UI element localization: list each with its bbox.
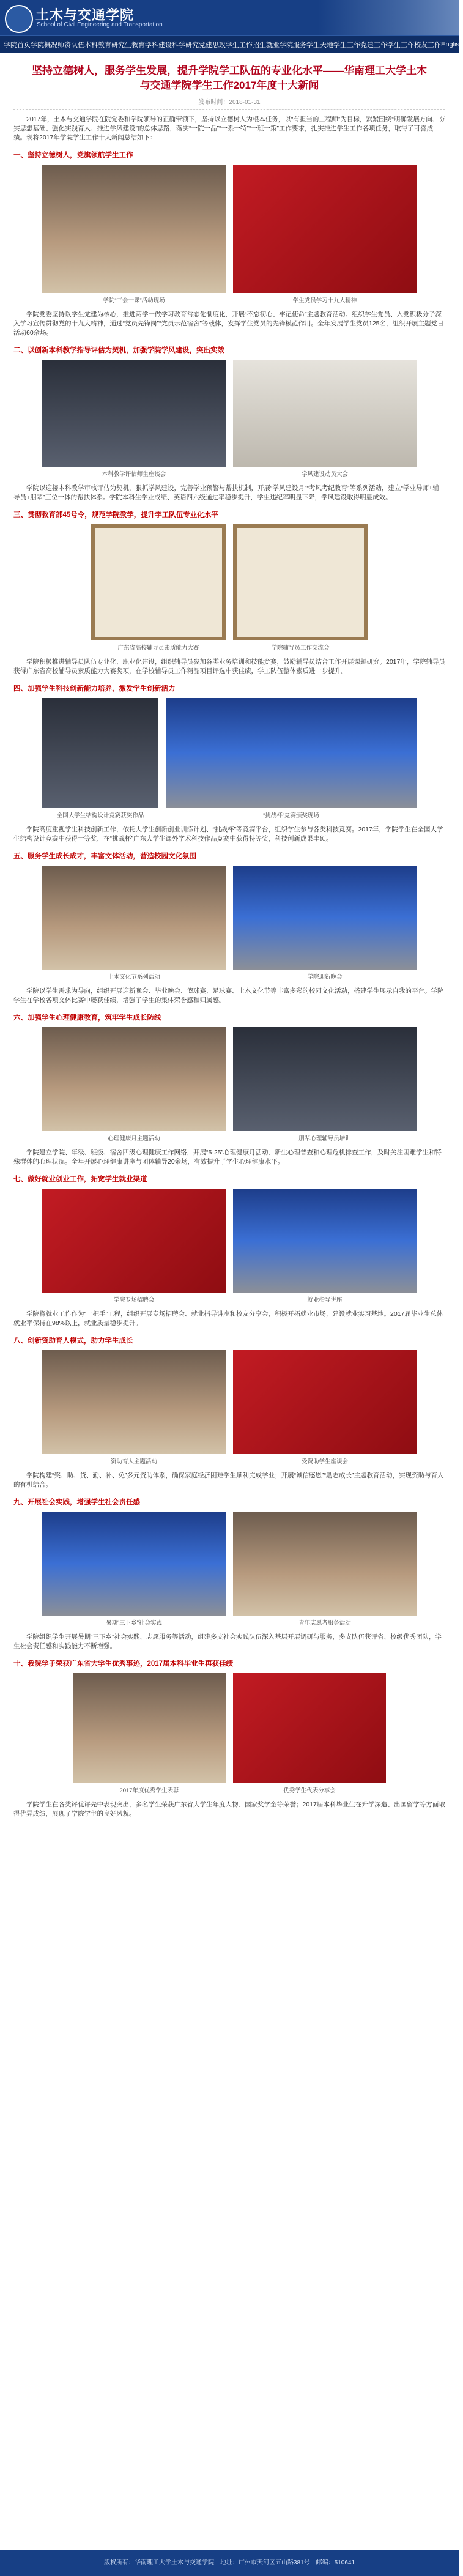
photo (91, 524, 226, 640)
photo-caption: 2017年度优秀学生表彰 (119, 1787, 179, 1794)
article-meta: 发布时间：2018-01-31 (13, 97, 445, 110)
site-footer: 版权所有：华南理工大学土木与交通学院 地址：广州市天河区五山路381号 邮编：510641 (0, 2550, 459, 2576)
photo-caption: “挑战杯”竞赛颁奖现场 (263, 812, 319, 819)
photo (42, 165, 226, 293)
photo-caption: 学院“三会一课”活动现场 (103, 297, 165, 304)
photo-row (13, 165, 445, 293)
nav-item[interactable]: 学生工作 (387, 41, 414, 49)
site-header (0, 0, 459, 35)
photo-caption: 学生党员学习十九大精神 (292, 297, 357, 304)
photo (42, 1027, 226, 1131)
photo-caption: 广东省高校辅导员素质能力大赛 (117, 645, 199, 651)
article-title: 坚持立德树人，服务学生发展，提升学院学工队伍的专业化水平——华南理工大学土木与交通学院学生工作2017年度十大新闻 (32, 65, 427, 91)
section-body: 学院构建“奖、助、贷、勤、补、免”多元资助体系，确保家庭经济困难学生顺利完成学业；开展“诚信感恩”“励志成长”主题教育活动，实现资助与育人的有机结合。 (13, 1472, 444, 1488)
nav-item[interactable]: 科学研究 (172, 41, 199, 49)
nav-item[interactable]: 党建工作 (360, 41, 387, 49)
section-body: 学院将就业工作作为“一把手”工程，组织开展专场招聘会、就业指导讲座和校友分享会，积极开拓就业市场，建设就业实习基地。2017届毕业生总体就业率保持在98%以上，就业质量稳步提升。 (13, 1310, 443, 1327)
photo (42, 866, 226, 970)
photo-caption: 学院辅导员工作交流会 (271, 645, 330, 651)
nav-item[interactable]: 本科教育 (84, 41, 111, 49)
photo (73, 1673, 226, 1783)
nav-item[interactable]: English (441, 40, 463, 48)
school-name-en: School of Civil Engineering and Transportation (37, 21, 163, 28)
nav-item[interactable]: 学生工作 (226, 41, 253, 49)
section-body: 学院以学生需求为导向，组织开展迎新晚会、毕业晚会、篮球赛、足球赛、土木文化节等丰富多彩的校园文化活动，搭建学生展示自我的平台。学院学生在学校各项文体比赛中屡获佳绩，增强了学生的集体荣誉感和归属感。 (13, 987, 444, 1004)
photo-caption: 学院专场招聘会 (113, 1297, 155, 1304)
photo (233, 866, 417, 970)
photo (233, 1189, 417, 1293)
photo (42, 360, 226, 467)
section-heading: 二、以创新本科教学指导评估为契机，加强学院学风建设，突出实效 (13, 347, 224, 354)
section-heading: 四、加强学生科技创新能力培养，激发学生创新活力 (13, 685, 176, 692)
school-name[interactable]: 土木与交通学院 (35, 7, 135, 23)
photo (42, 1189, 226, 1293)
photo (233, 1673, 386, 1783)
section-heading: 六、加强学生心理健康教育，筑牢学生成长防线 (13, 1014, 161, 1022)
section-heading: 七、做好就业创业工作，拓宽学生就业渠道 (13, 1176, 147, 1183)
nav-item[interactable]: 学生工作 (333, 41, 360, 49)
school-logo-icon[interactable] (5, 5, 33, 33)
nav-item[interactable]: 招生就业 (253, 41, 280, 49)
nav-item[interactable]: 学院服务 (280, 41, 306, 49)
photo-caption: 土木文化节系列活动 (108, 974, 160, 981)
section-body: 学院党委坚持以学生党建为核心，推进两学一做学习教育常态化制度化，开展“不忘初心、牢记使命”主题教育活动。组织学生党员、入党积极分子深入学习宣传贯彻党的十九大精神，通过“党员先锋岗”“党员示范宿舍”等载体，发挥学生党员的先锋模范作用。全年发展学生党员125名，组织开展主题党日活动60余场。 (13, 311, 444, 336)
photo-caption: 心理健康月主题活动 (108, 1135, 160, 1142)
photo-caption: 学风建设动员大会 (301, 471, 348, 478)
header-banner (318, 0, 459, 35)
photo-caption: 本科教学评估师生座谈会 (102, 471, 166, 478)
section-body: 学院积极推进辅导员队伍专业化、职业化建设，组织辅导员参加各类业务培训和技能竞赛，鼓励辅导员结合工作开展课题研究。2017年，学院辅导员获得广东省高校辅导员素质能力大赛奖项，在学校辅导员工作精品项目评选中获佳绩，学工队伍整体素质进一步提升。 (13, 658, 445, 675)
main-nav (0, 35, 463, 53)
photo (42, 1350, 226, 1454)
photo (233, 1350, 417, 1454)
section-body: 学院学生在各类评优评先中表现突出，多名学生荣获广东省大学生年度人物、国家奖学金等荣誉；2017届本科毕业生在升学深造、出国留学等方面取得优异成绩，展现了学院学生的良好风貌。 (13, 1801, 445, 1817)
section-heading: 八、创新资助育人模式，助力学生成长 (13, 1337, 133, 1345)
nav-item[interactable]: 师资队伍 (57, 41, 84, 49)
nav-item[interactable]: 党建思政 (199, 41, 226, 49)
nav-item[interactable]: 学院概况 (31, 41, 57, 49)
photo-caption: 暑期“三下乡”社会实践 (106, 1620, 162, 1627)
section-heading: 五、服务学生成长成才，丰富文体活动，营造校园文化氛围 (13, 853, 196, 860)
photo (166, 698, 417, 808)
photo (42, 1512, 226, 1616)
photo (233, 1027, 417, 1131)
nav-item[interactable]: 学生天地 (306, 41, 333, 49)
section-body: 学院建立学院、年级、班级、宿舍四级心理健康工作网络，开展“5·25”心理健康月活动、新生心理普查和心理危机排查工作，及时关注困难学生和特殊群体的心理状况。全年开展心理健康讲座与团体辅导20余场，有效提升了学生心理健康水平。 (13, 1149, 442, 1165)
photo-caption: 受资助学生座谈会 (301, 1458, 348, 1465)
photo (42, 698, 158, 808)
nav-item[interactable]: 校友工作 (414, 41, 441, 49)
article-intro: 2017年，土木与交通学院在院党委和学院领导的正确带领下，坚持以立德树人为根本任务，以“有担当的工程师”为目标，紧紧围绕“明确发展方向、夯实思想基础、强化实践育人、推进学风建设”的总体思路，落实“一院一品”“一系一特”“一班一策”工作要求，扎实推进学生工作各项任务，取得了可喜成绩。现将2017年学院学生工作十大新闻总结如下： (13, 116, 445, 141)
section-heading: 一、坚持立德树人，党旗领航学生工作 (13, 152, 133, 159)
nav-item[interactable]: 学院首页 (4, 41, 31, 49)
photo-caption: 青年志愿者服务活动 (298, 1620, 351, 1627)
photo (233, 1512, 417, 1616)
section-body: 学院高度重视学生科技创新工作，依托大学生创新创业训练计划、“挑战杯”等竞赛平台，组织学生参与各类科技竞赛。2017年，学院学生在全国大学生结构设计竞赛中获得一等奖，在“挑战杯”广东大学生课外学术科技作品竞赛中获得特等奖，科技创新成果丰硕。 (13, 826, 443, 842)
section-heading: 九、开展社会实践，增强学生社会责任感 (13, 1499, 140, 1506)
photo (233, 165, 417, 293)
section-body: 学院以迎接本科教学审核评估为契机，狠抓学风建设，完善学业预警与帮扶机制，开展“学风建设月”“考风考纪教育”等系列活动，建立“学业导师+辅导员+朋辈”三位一体的帮扶体系。学院本科生学业成绩、英语四六级通过率稳步提升，学生违纪率明显下降，学风建设取得明显成效。 (13, 484, 439, 501)
photo-caption: 学院迎新晚会 (307, 974, 343, 981)
photo-caption: 资助育人主题活动 (110, 1458, 157, 1465)
section-heading: 三、贯彻教育部45号令，规范学院教学，提升学工队伍专业化水平 (13, 511, 218, 519)
section-heading: 十、我院学子荣获广东省大学生优秀事迹，2017届本科毕业生再获佳绩 (13, 1660, 234, 1668)
photo-caption: 就业指导讲座 (307, 1297, 343, 1304)
photo (233, 360, 417, 467)
photo-caption: 朋辈心理辅导员培训 (298, 1135, 351, 1142)
nav-item[interactable]: 学科建设 (145, 41, 172, 49)
photo-caption: 优秀学生代表分享会 (283, 1787, 336, 1794)
photo-caption: 全国大学生结构设计竞赛获奖作品 (56, 812, 144, 819)
article (0, 53, 459, 1819)
section-body: 学院组织学生开展暑期“三下乡”社会实践、志愿服务等活动，组建多支社会实践队伍深入基层开展调研与服务，多支队伍获评省、校级优秀团队，学生社会责任感和实践能力不断增强。 (13, 1633, 442, 1650)
photo (233, 524, 368, 640)
nav-item[interactable]: 研究生教育 (111, 41, 145, 49)
